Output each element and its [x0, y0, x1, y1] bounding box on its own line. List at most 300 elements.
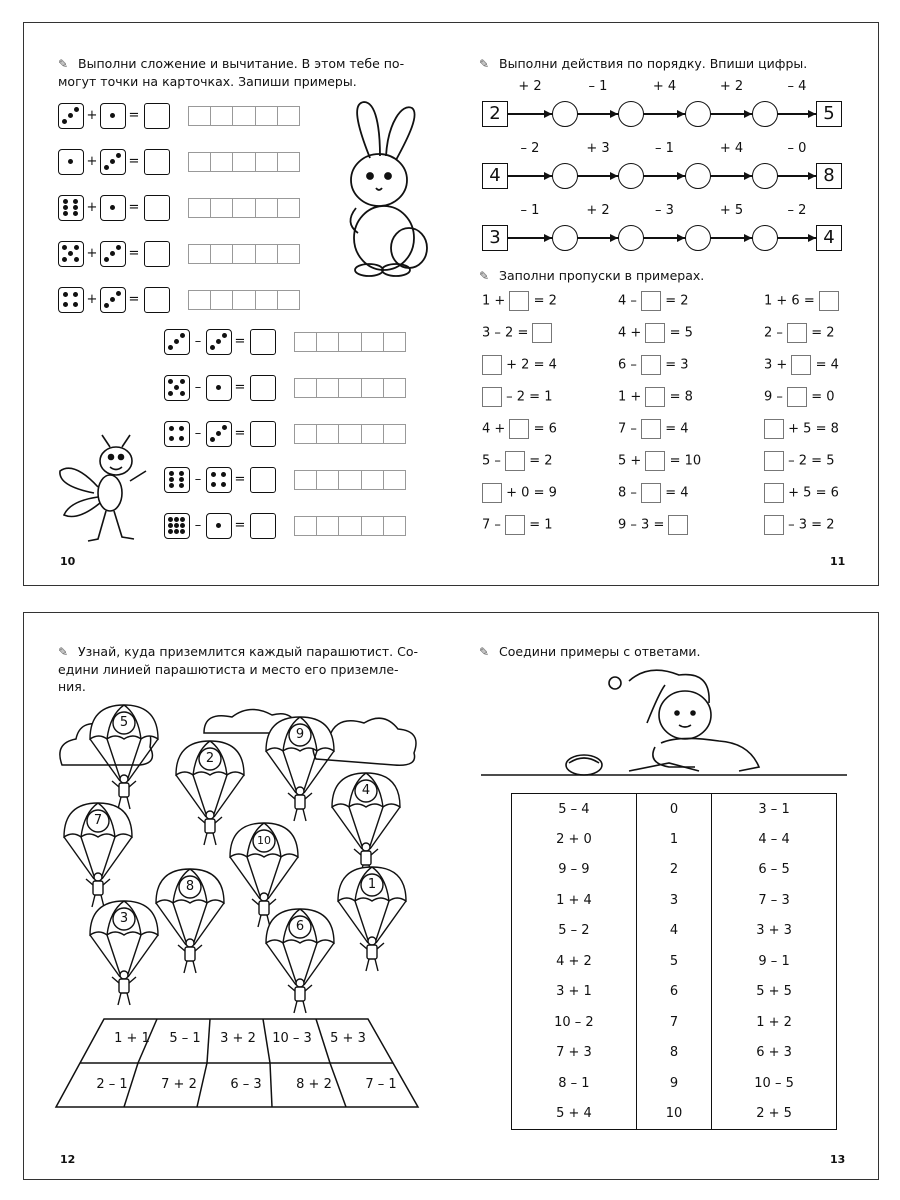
task-chains-instructions	[479, 55, 859, 73]
gap-example	[482, 355, 557, 375]
chain-answer-circle[interactable]	[552, 225, 578, 251]
gap-example	[618, 515, 688, 535]
answer-box[interactable]	[144, 241, 170, 267]
gap-example-left: 4 +	[618, 325, 642, 341]
answer-box[interactable]	[144, 287, 170, 313]
gap-example-left: 3 – 2 =	[482, 325, 529, 341]
chain-answer-circle[interactable]	[552, 163, 578, 189]
match-row	[512, 824, 837, 855]
gap-input-box[interactable]	[509, 419, 529, 439]
plus-sign: +	[86, 154, 98, 169]
die-pip	[168, 529, 173, 534]
chain-arrow	[544, 234, 552, 242]
gap-example	[482, 451, 552, 471]
pencil-icon: ✎	[479, 57, 490, 71]
match-example-right[interactable]: 5 + 5	[712, 977, 837, 1008]
gap-example-left: 9 –	[764, 389, 783, 405]
gap-input-box[interactable]	[641, 291, 661, 311]
parachute-number: 8	[185, 879, 195, 894]
parachute-number: 9	[295, 727, 305, 742]
match-answer[interactable]: 6	[636, 977, 711, 1008]
die-pip	[211, 472, 216, 477]
fill-gaps-instruction: Заполни пропуски в примерах.	[499, 268, 705, 283]
die-pip	[174, 385, 179, 390]
match-row	[512, 794, 837, 825]
gap-example-left: 2 –	[764, 325, 783, 341]
equals-sign: =	[234, 426, 246, 441]
parachute-instruction-line-1: Узнай, куда приземлится каждый парашютист. Со-	[78, 644, 419, 659]
gap-example	[764, 387, 834, 407]
chain-answer-circle[interactable]	[685, 163, 711, 189]
match-example-right[interactable]: 3 – 1	[712, 794, 837, 825]
subtraction-die-a-1	[164, 375, 190, 401]
gap-input-box[interactable]	[764, 419, 784, 439]
plus-sign: +	[86, 200, 98, 215]
die-pip	[68, 113, 73, 118]
chain-step-label: + 5	[719, 203, 744, 218]
die-pip	[62, 245, 67, 250]
gap-example-left: 3 +	[764, 357, 788, 373]
addition-die-a-2	[58, 195, 84, 221]
gap-input-box[interactable]	[764, 451, 784, 471]
addition-die-a-0	[58, 103, 84, 129]
chain-step-label: – 4	[787, 79, 807, 94]
equals-sign: =	[234, 472, 246, 487]
match-answer[interactable]: 7	[636, 1007, 711, 1038]
gap-example	[618, 355, 688, 375]
chain-step-label: – 1	[655, 141, 674, 156]
parachute-number: 1	[367, 877, 377, 892]
landing-cell-top[interactable]: 3 + 2	[220, 1031, 256, 1046]
die-pip	[104, 165, 109, 170]
match-example-right[interactable]: 7 – 3	[712, 885, 837, 916]
gap-example	[482, 483, 557, 503]
match-example-left[interactable]: 5 – 4	[512, 794, 637, 825]
chain-answer-circle[interactable]	[752, 225, 778, 251]
addition-die-a-1	[58, 149, 84, 175]
addition-die-b-0	[100, 103, 126, 129]
gap-input-box[interactable]	[482, 387, 502, 407]
gap-example	[482, 323, 552, 343]
pencil-icon: ✎	[58, 57, 69, 71]
die-pip	[68, 251, 73, 256]
die-pip	[179, 426, 184, 431]
match-example-right[interactable]: 10 – 5	[712, 1068, 837, 1099]
gap-example-right: = 10	[669, 453, 702, 469]
gap-example	[482, 291, 557, 311]
subtraction-die-b-1	[206, 375, 232, 401]
addition-die-a-4	[58, 287, 84, 313]
match-answer[interactable]: 8	[636, 1038, 711, 1069]
gap-input-box[interactable]	[645, 387, 665, 407]
gap-example-right: + 0 = 9	[506, 485, 557, 501]
match-row	[512, 1099, 837, 1130]
chain-step-label: + 4	[652, 79, 677, 94]
gap-input-box[interactable]	[509, 291, 529, 311]
match-answer[interactable]: 2	[636, 855, 711, 886]
gap-example-left: 9 – 3 =	[618, 517, 665, 533]
equals-sign: =	[128, 200, 140, 215]
die-pip	[73, 292, 78, 297]
chain-end-number: 8	[816, 163, 842, 189]
match-row	[512, 977, 837, 1008]
die-pip	[180, 529, 185, 534]
chain-step-label: – 3	[655, 203, 674, 218]
chain-start-number: 4	[482, 163, 508, 189]
gap-example-left: 6 –	[618, 357, 637, 373]
match-example-left[interactable]: 8 – 1	[512, 1068, 637, 1099]
chain-step-label: – 2	[787, 203, 807, 218]
die-pip	[73, 199, 78, 204]
gap-input-box[interactable]	[764, 483, 784, 503]
chain-arrow	[677, 234, 685, 242]
addition-die-b-4	[100, 287, 126, 313]
gap-input-box[interactable]	[819, 291, 839, 311]
gap-example-left: 1 +	[482, 293, 506, 309]
gap-example-right: – 3 = 2	[788, 517, 835, 533]
die-pip	[221, 472, 226, 477]
die-pip	[110, 297, 115, 302]
gap-example-right: = 8	[669, 389, 693, 405]
answer-box[interactable]	[250, 421, 276, 447]
gap-example-left: 8 –	[618, 485, 637, 501]
pencil-icon: ✎	[58, 645, 69, 659]
die-pip	[104, 257, 109, 262]
die-pip	[169, 426, 174, 431]
gap-example	[618, 451, 701, 471]
gap-example-left: 5 –	[482, 453, 501, 469]
match-example-left[interactable]: 3 + 1	[512, 977, 637, 1008]
gap-input-box[interactable]	[641, 419, 661, 439]
die-pip	[73, 302, 78, 307]
match-answer[interactable]: 0	[636, 794, 711, 825]
chain-step-label: + 2	[518, 79, 542, 94]
gap-example-right: = 5	[669, 325, 693, 341]
die-pip	[73, 205, 78, 210]
bee-illustration	[54, 431, 159, 551]
chain-arrow	[677, 110, 685, 118]
match-example-left[interactable]: 1 + 4	[512, 885, 637, 916]
gap-example	[764, 483, 839, 503]
answer-box[interactable]	[144, 195, 170, 221]
answer-box[interactable]	[250, 513, 276, 539]
gap-example	[618, 387, 693, 407]
gap-example	[764, 291, 839, 311]
example-write-cells[interactable]	[188, 244, 300, 264]
die-pip	[110, 113, 115, 118]
gap-example	[764, 419, 839, 439]
match-example-right[interactable]: 1 + 2	[712, 1007, 837, 1038]
match-row	[512, 1038, 837, 1069]
gap-input-box[interactable]	[764, 515, 784, 535]
match-row	[512, 1068, 837, 1099]
die-pip	[63, 199, 68, 204]
page-number-left: 12	[60, 1153, 76, 1166]
boy-writing-illustration	[479, 663, 849, 778]
addition-die-b-2	[100, 195, 126, 221]
die-pip	[104, 303, 109, 308]
die-pip	[63, 302, 68, 307]
chain-answer-circle[interactable]	[552, 101, 578, 127]
subtraction-die-b-2	[206, 421, 232, 447]
example-write-cells[interactable]	[188, 152, 300, 172]
gap-example-left: 1 +	[618, 389, 642, 405]
example-write-cells[interactable]	[188, 290, 300, 310]
die-pip	[216, 431, 221, 436]
chain-answer-circle[interactable]	[618, 163, 644, 189]
die-pip	[180, 517, 185, 522]
task-addition-subtraction-instructions	[58, 55, 418, 90]
landing-cell-top[interactable]: 10 – 3	[272, 1031, 312, 1046]
page-number-left: 10	[60, 555, 76, 568]
equals-sign: =	[128, 154, 140, 169]
gap-input-box[interactable]	[641, 355, 661, 375]
equals-sign: =	[128, 246, 140, 261]
landing-cell-top[interactable]: 5 + 3	[330, 1031, 366, 1046]
gap-input-box[interactable]	[645, 323, 665, 343]
gap-example-right: = 2	[665, 293, 689, 309]
gap-example-right: = 2	[811, 325, 835, 341]
match-answer[interactable]: 10	[636, 1099, 711, 1130]
gap-example	[764, 451, 834, 471]
answer-box[interactable]	[144, 103, 170, 129]
gap-example	[482, 515, 552, 535]
match-example-right[interactable]: 2 + 5	[712, 1099, 837, 1130]
landing-cell-bottom[interactable]: 8 + 2	[296, 1077, 332, 1092]
die-pip	[74, 107, 79, 112]
match-answer[interactable]: 4	[636, 916, 711, 947]
match-example-right[interactable]: 3 + 3	[712, 916, 837, 947]
landing-cell-bottom[interactable]: 7 + 2	[161, 1077, 197, 1092]
answer-box[interactable]	[250, 329, 276, 355]
parachute-number: 6	[295, 919, 305, 934]
gap-example-right: = 4	[665, 421, 689, 437]
die-pip	[180, 523, 185, 528]
equals-sign: =	[234, 380, 246, 395]
plus-sign: +	[86, 108, 98, 123]
chain-step-label: – 1	[520, 203, 540, 218]
match-example-right[interactable]: 6 – 5	[712, 855, 837, 886]
gap-input-box[interactable]	[532, 323, 552, 343]
gap-input-box[interactable]	[668, 515, 688, 535]
die-pip	[180, 379, 185, 384]
chain-arrow	[610, 110, 618, 118]
die-pip	[169, 436, 174, 441]
die-pip	[63, 205, 68, 210]
pencil-icon: ✎	[479, 645, 490, 659]
plus-sign: +	[86, 292, 98, 307]
die-pip	[168, 391, 173, 396]
subtraction-die-b-4	[206, 513, 232, 539]
minus-sign: –	[194, 380, 202, 395]
gap-example	[618, 291, 688, 311]
chain-step-label: + 2	[719, 79, 744, 94]
gap-example-right: – 2 = 5	[788, 453, 835, 469]
gap-example	[482, 419, 557, 439]
addition-die-a-3	[58, 241, 84, 267]
match-row	[512, 946, 837, 977]
gap-example-right: = 4	[665, 485, 689, 501]
chain-arrow	[677, 172, 685, 180]
match-example-left[interactable]: 9 – 9	[512, 855, 637, 886]
gap-example	[764, 515, 834, 535]
answer-box[interactable]	[144, 149, 170, 175]
match-example-left[interactable]: 2 + 0	[512, 824, 637, 855]
gap-input-box[interactable]	[505, 451, 525, 471]
die-pip	[110, 205, 115, 210]
die-pip	[216, 523, 221, 528]
chains-instruction: Выполни действия по порядку. Впиши цифры.	[499, 56, 808, 71]
example-write-cells[interactable]	[294, 424, 406, 444]
gap-input-box[interactable]	[505, 515, 525, 535]
die-pip	[180, 391, 185, 396]
task-fill-gaps-instructions	[479, 267, 859, 285]
chain-arrow	[610, 172, 618, 180]
match-example-left[interactable]: 5 – 2	[512, 916, 637, 947]
landing-cell-bottom[interactable]: 6 – 3	[230, 1077, 262, 1092]
match-example-left[interactable]: 4 + 2	[512, 946, 637, 977]
gap-input-box[interactable]	[791, 355, 811, 375]
die-pip	[174, 529, 179, 534]
answer-box[interactable]	[250, 375, 276, 401]
gap-example-left: 7 –	[618, 421, 637, 437]
plus-sign: +	[86, 246, 98, 261]
die-pip	[211, 482, 216, 487]
die-pip	[174, 339, 179, 344]
example-write-cells[interactable]	[294, 378, 406, 398]
parachute-instruction-line-2: едини линией парашютиста и место его приземле-	[58, 662, 399, 677]
landing-cell-top[interactable]: 5 – 1	[169, 1031, 201, 1046]
gap-input-box[interactable]	[787, 323, 807, 343]
example-write-cells[interactable]	[294, 516, 406, 536]
instruction-line-2: могут точки на карточках. Запиши примеры.	[58, 74, 357, 89]
die-pip	[116, 153, 121, 158]
gap-example	[618, 323, 693, 343]
die-pip	[110, 159, 115, 164]
die-pip	[216, 339, 221, 344]
landing-cell-bottom[interactable]: 7 – 1	[365, 1077, 397, 1092]
equals-sign: =	[128, 292, 140, 307]
die-pip	[222, 333, 227, 338]
match-example-left[interactable]: 5 + 4	[512, 1099, 637, 1130]
landing-cell-top[interactable]: 1 + 1	[114, 1031, 150, 1046]
landing-cell-bottom[interactable]: 2 – 1	[96, 1077, 128, 1092]
die-pip	[110, 251, 115, 256]
chain-step-label: + 2	[586, 203, 610, 218]
match-example-right[interactable]: 9 – 1	[712, 946, 837, 977]
gap-example	[764, 323, 834, 343]
gap-example-right: = 4	[815, 357, 839, 373]
example-write-cells[interactable]	[294, 332, 406, 352]
parachute-number: 5	[119, 715, 129, 730]
gap-example-right: = 0	[811, 389, 835, 405]
die-pip	[210, 345, 215, 350]
task-parachutists-instructions	[58, 643, 438, 695]
gap-input-box[interactable]	[482, 483, 502, 503]
die-pip	[74, 257, 79, 262]
subtraction-die-a-0	[164, 329, 190, 355]
chain-end-number: 5	[816, 101, 842, 127]
chain-start-number: 2	[482, 101, 508, 127]
match-row	[512, 885, 837, 916]
gap-input-box[interactable]	[787, 387, 807, 407]
match-answer[interactable]: 5	[636, 946, 711, 977]
chain-answer-circle[interactable]	[618, 225, 644, 251]
gap-example-left: 4 –	[618, 293, 637, 309]
die-pip	[63, 211, 68, 216]
page-number-right: 11	[830, 555, 846, 568]
match-answer[interactable]: 9	[636, 1068, 711, 1099]
die-pip	[62, 119, 67, 124]
die-pip	[116, 291, 121, 296]
die-pip	[116, 245, 121, 250]
task-match-instructions	[479, 643, 859, 661]
subtraction-die-a-3	[164, 467, 190, 493]
match-answer[interactable]: 3	[636, 885, 711, 916]
minus-sign: –	[194, 518, 202, 533]
instruction-line-1: Выполни сложение и вычитание. В этом тебе по-	[78, 56, 405, 71]
minus-sign: –	[194, 472, 202, 487]
subtraction-die-a-2	[164, 421, 190, 447]
gap-example-left: 7 –	[482, 517, 501, 533]
answer-box[interactable]	[250, 467, 276, 493]
chain-answer-circle[interactable]	[685, 101, 711, 127]
example-write-cells[interactable]	[188, 106, 300, 126]
match-example-right[interactable]: 6 + 3	[712, 1038, 837, 1069]
gap-example-left: 1 + 6 =	[764, 293, 815, 309]
chain-answer-circle[interactable]	[752, 101, 778, 127]
match-example-left[interactable]: 10 – 2	[512, 1007, 637, 1038]
minus-sign: –	[194, 334, 202, 349]
parachute-number: 2	[205, 751, 215, 766]
chain-answer-circle[interactable]	[685, 225, 711, 251]
match-example-left[interactable]: 7 + 3	[512, 1038, 637, 1069]
chain-arrow	[808, 110, 816, 118]
equals-sign: =	[128, 108, 140, 123]
chain-step-label: + 3	[586, 141, 610, 156]
gap-example-right: = 1	[529, 517, 553, 533]
gap-example-right: – 2 = 1	[506, 389, 553, 405]
chain-answer-circle[interactable]	[752, 163, 778, 189]
subtraction-die-a-4	[164, 513, 190, 539]
parachute-instruction-line-3: ния.	[58, 679, 86, 694]
equals-sign: =	[234, 518, 246, 533]
match-answer[interactable]: 1	[636, 824, 711, 855]
match-table	[511, 793, 837, 1130]
die-pip	[169, 483, 174, 488]
die-pip	[63, 292, 68, 297]
die-pip	[180, 333, 185, 338]
gap-input-box[interactable]	[482, 355, 502, 375]
die-pip	[168, 379, 173, 384]
die-pip	[169, 477, 174, 482]
example-write-cells[interactable]	[188, 198, 300, 218]
match-example-right[interactable]: 4 – 4	[712, 824, 837, 855]
chain-answer-circle[interactable]	[618, 101, 644, 127]
parachute-number: 3	[119, 911, 129, 926]
gap-example-right: + 5 = 6	[788, 485, 839, 501]
gap-example-right: = 3	[665, 357, 689, 373]
gap-example-right: = 6	[533, 421, 557, 437]
minus-sign: –	[194, 426, 202, 441]
gap-input-box[interactable]	[641, 483, 661, 503]
page-number-right: 13	[830, 1153, 846, 1166]
gap-input-box[interactable]	[645, 451, 665, 471]
addition-die-b-3	[100, 241, 126, 267]
example-write-cells[interactable]	[294, 470, 406, 490]
parachute-number: 7	[93, 813, 103, 828]
pencil-icon: ✎	[479, 269, 490, 283]
